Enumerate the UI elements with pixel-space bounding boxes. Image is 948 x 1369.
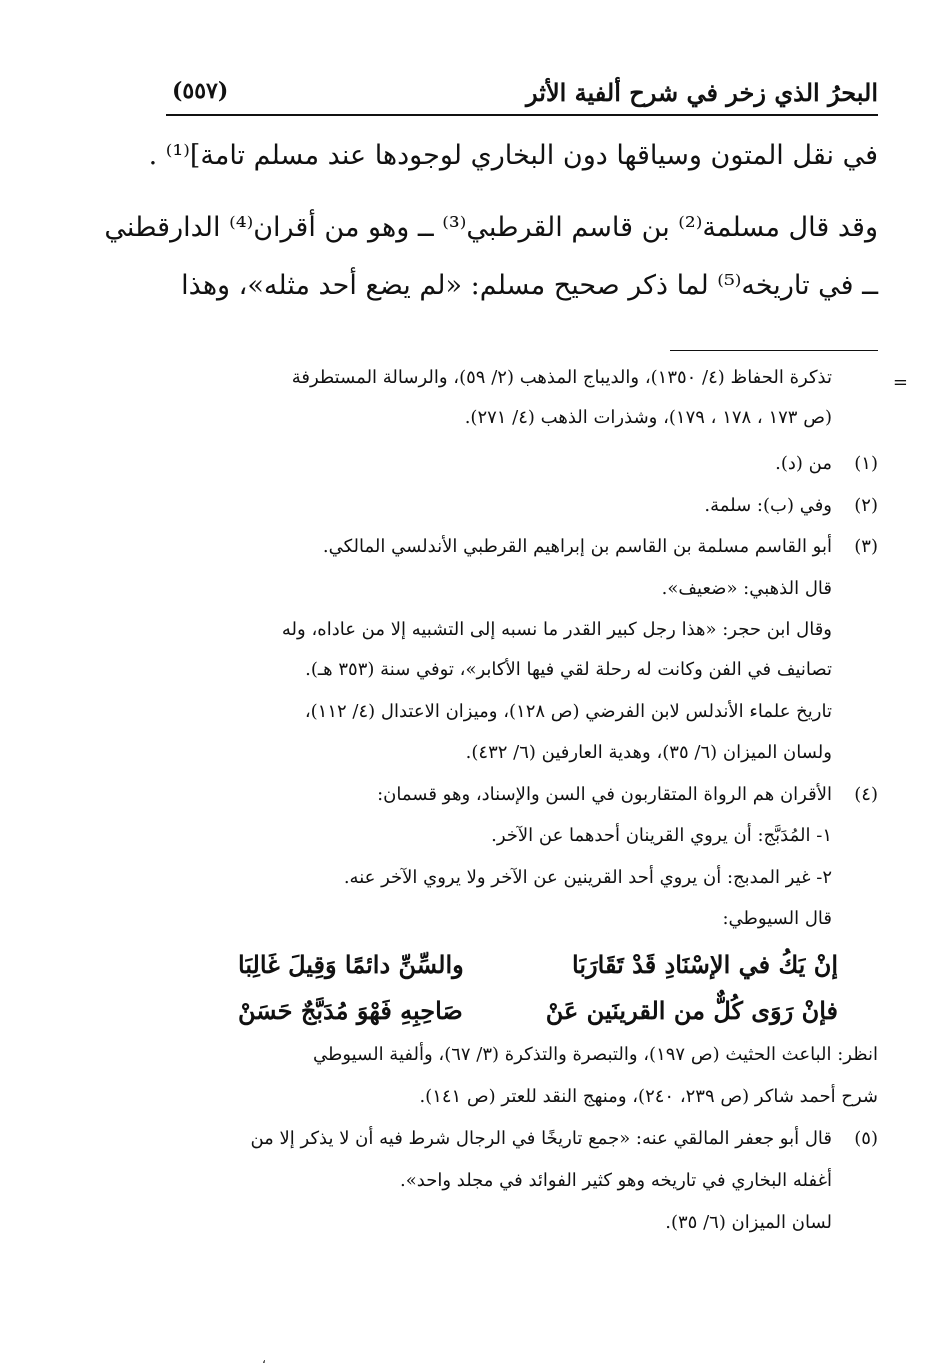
footnote-text: من (د). bbox=[775, 453, 832, 474]
footnote-text: وفي (ب): سلمة. bbox=[704, 495, 832, 516]
footnote-number: (٢) bbox=[854, 495, 878, 516]
book-title: البحرُ الذي زخر في شرح ألفية الأثر bbox=[526, 78, 878, 107]
footnote-separator bbox=[670, 350, 878, 351]
header-rule bbox=[166, 114, 878, 116]
main-text-line-3: ــ في تاريخه⁽⁵⁾ لما ذكر صحيح مسلم: «لم يضع أحد مثله»، وهذا bbox=[181, 270, 878, 301]
poem-hemistich: فإنْ رَوَى كُلٌّ من القرينَين عَنْ bbox=[545, 996, 838, 1025]
poem-hemistich: والسِّنِّ دائمًا وَقِيلَ غَالِبَا bbox=[238, 950, 464, 979]
poem-hemistich: إنْ يَكُ في الإسْنَادِ قَدْ تَقَارَبَا bbox=[572, 950, 838, 979]
footnote-number: (٤) bbox=[854, 784, 878, 805]
footnote-number: (٣) bbox=[854, 536, 878, 557]
main-text-line-1: في نقل المتون وسياقها دون البخاري لوجودها عند مسلم تامة]⁽¹⁾ . bbox=[148, 140, 878, 171]
main-text-line-2: وقد قال مسلمة⁽²⁾ بن قاسم القرطبي⁽³⁾ ــ وهو من أقران⁽⁴⁾ الدارقطني bbox=[104, 212, 878, 243]
footnote-number: (٥) bbox=[854, 1128, 878, 1149]
page-number: (٥٥٧) bbox=[172, 78, 229, 104]
footnote-text: أبو القاسم مسلمة بن القاسم بن إبراهيم القرطبي الأندلسي المالكي. bbox=[322, 536, 832, 557]
poem-hemistich: صَاحِبِهِ فَهْوَ مُدَبَّجٌ حَسَنْ bbox=[238, 996, 463, 1025]
running-header bbox=[166, 70, 878, 116]
footnote-text: الأقران هم الرواة المتقاربون في السن والإسناد، وهو قسمان: bbox=[377, 784, 832, 805]
footnote-number: (١) bbox=[854, 453, 878, 474]
footnote-text: قال أبو جعفر المالقي عنه: «جمع تاريخًا في الرجال شرط فيه أن لا يذكر إلا من bbox=[250, 1128, 832, 1149]
footnote-continuation-mark: = bbox=[892, 372, 908, 393]
document-page: البحرُ الذي زخر في شرح ألفية الأثر (٥٥٧) في نقل المتون وسياقها دون البخاري لوجودها عند مسلم تامة]⁽¹⁾ . وقد قال مسلمة⁽²⁾ بن قاسم القرطبي⁽³⁾ ــ وهو من أقران⁽⁴⁾ الدارقطني ــ في تاريخه⁽⁵⁾ لما ذكر صحيح مسلم: «لم يضع أحد مثله»، وهذا = تذكرة الحفاظ (٤/ ١٣٥٠)، والديباج المذهب (٢/ ٥٩)، والرسالة المستطرفة (ص ١٧٣ ، ١٧٨ ، ١٧٩)، وشذرات الذهب (٤/ ٢٧١). (١) من (د). (٢) وفي (ب): سلمة. (٣) أبو القاسم مسلمة بن القاسم بن إبراهيم القرطبي الأندلسي المالكي. قال الذهبي: «ضعيف». وقال ابن حجر: «هذا رجل كبير القدر ما نسبه إلى التشبيه إلا من عاداه، وله تصانيف في الفن وكانت له رحلة لقي فيها الأكابر»، توفي سنة (٣٥٣ هـ). تاريخ علماء الأندلس لابن الفرضي (ص ١٢٨)، وميزان الاعتدال (٤/ ١١٢)، ولسان الميزان (٦/ ٣٥)، وهدية العارفين (٦/ ٤٣٢). (٤) الأقران هم الرواة المتقاربون في السن والإسناد، وهو قسمان: ١- المُدَبَّج: أن يروي القرينان أحدهما عن الآخر. ٢- غير المدبج: أن يروي أحد القرينين عن الآخر ولا يروي الآخر عنه. قال السيوطي: إنْ يَكُ في الإسْنَادِ قَدْ تَقَارَبَا والسِّنِّ دائمًا وَقِيلَ غَالِبَا فإنْ رَوَى كُلٌّ من القرينَين عَنْ صَاحِبِهِ فَهْوَ مُدَبَّجٌ حَسَنْ انظر: الباعث الحثيث (ص ١٩٧)، والتبصرة والتذكرة (٣/ ٦٧)، وألفية السيوطي شرح أحمد شاكر (ص ٢٣٩، ٢٤٠)، ومنهج النقد للعتر (ص ١٤١). (٥) قال أبو جعفر المالقي عنه: «جمع تاريخًا في الرجال شرط فيه أن لا يذكر إلا من أغفله البخاري في تاريخه وهو كثير الفوائد في مجلد واحد». لسان الميزان (٦/ ٣٥). ، bbox=[0, 0, 948, 1369]
stray-mark: ، bbox=[262, 1352, 266, 1366]
